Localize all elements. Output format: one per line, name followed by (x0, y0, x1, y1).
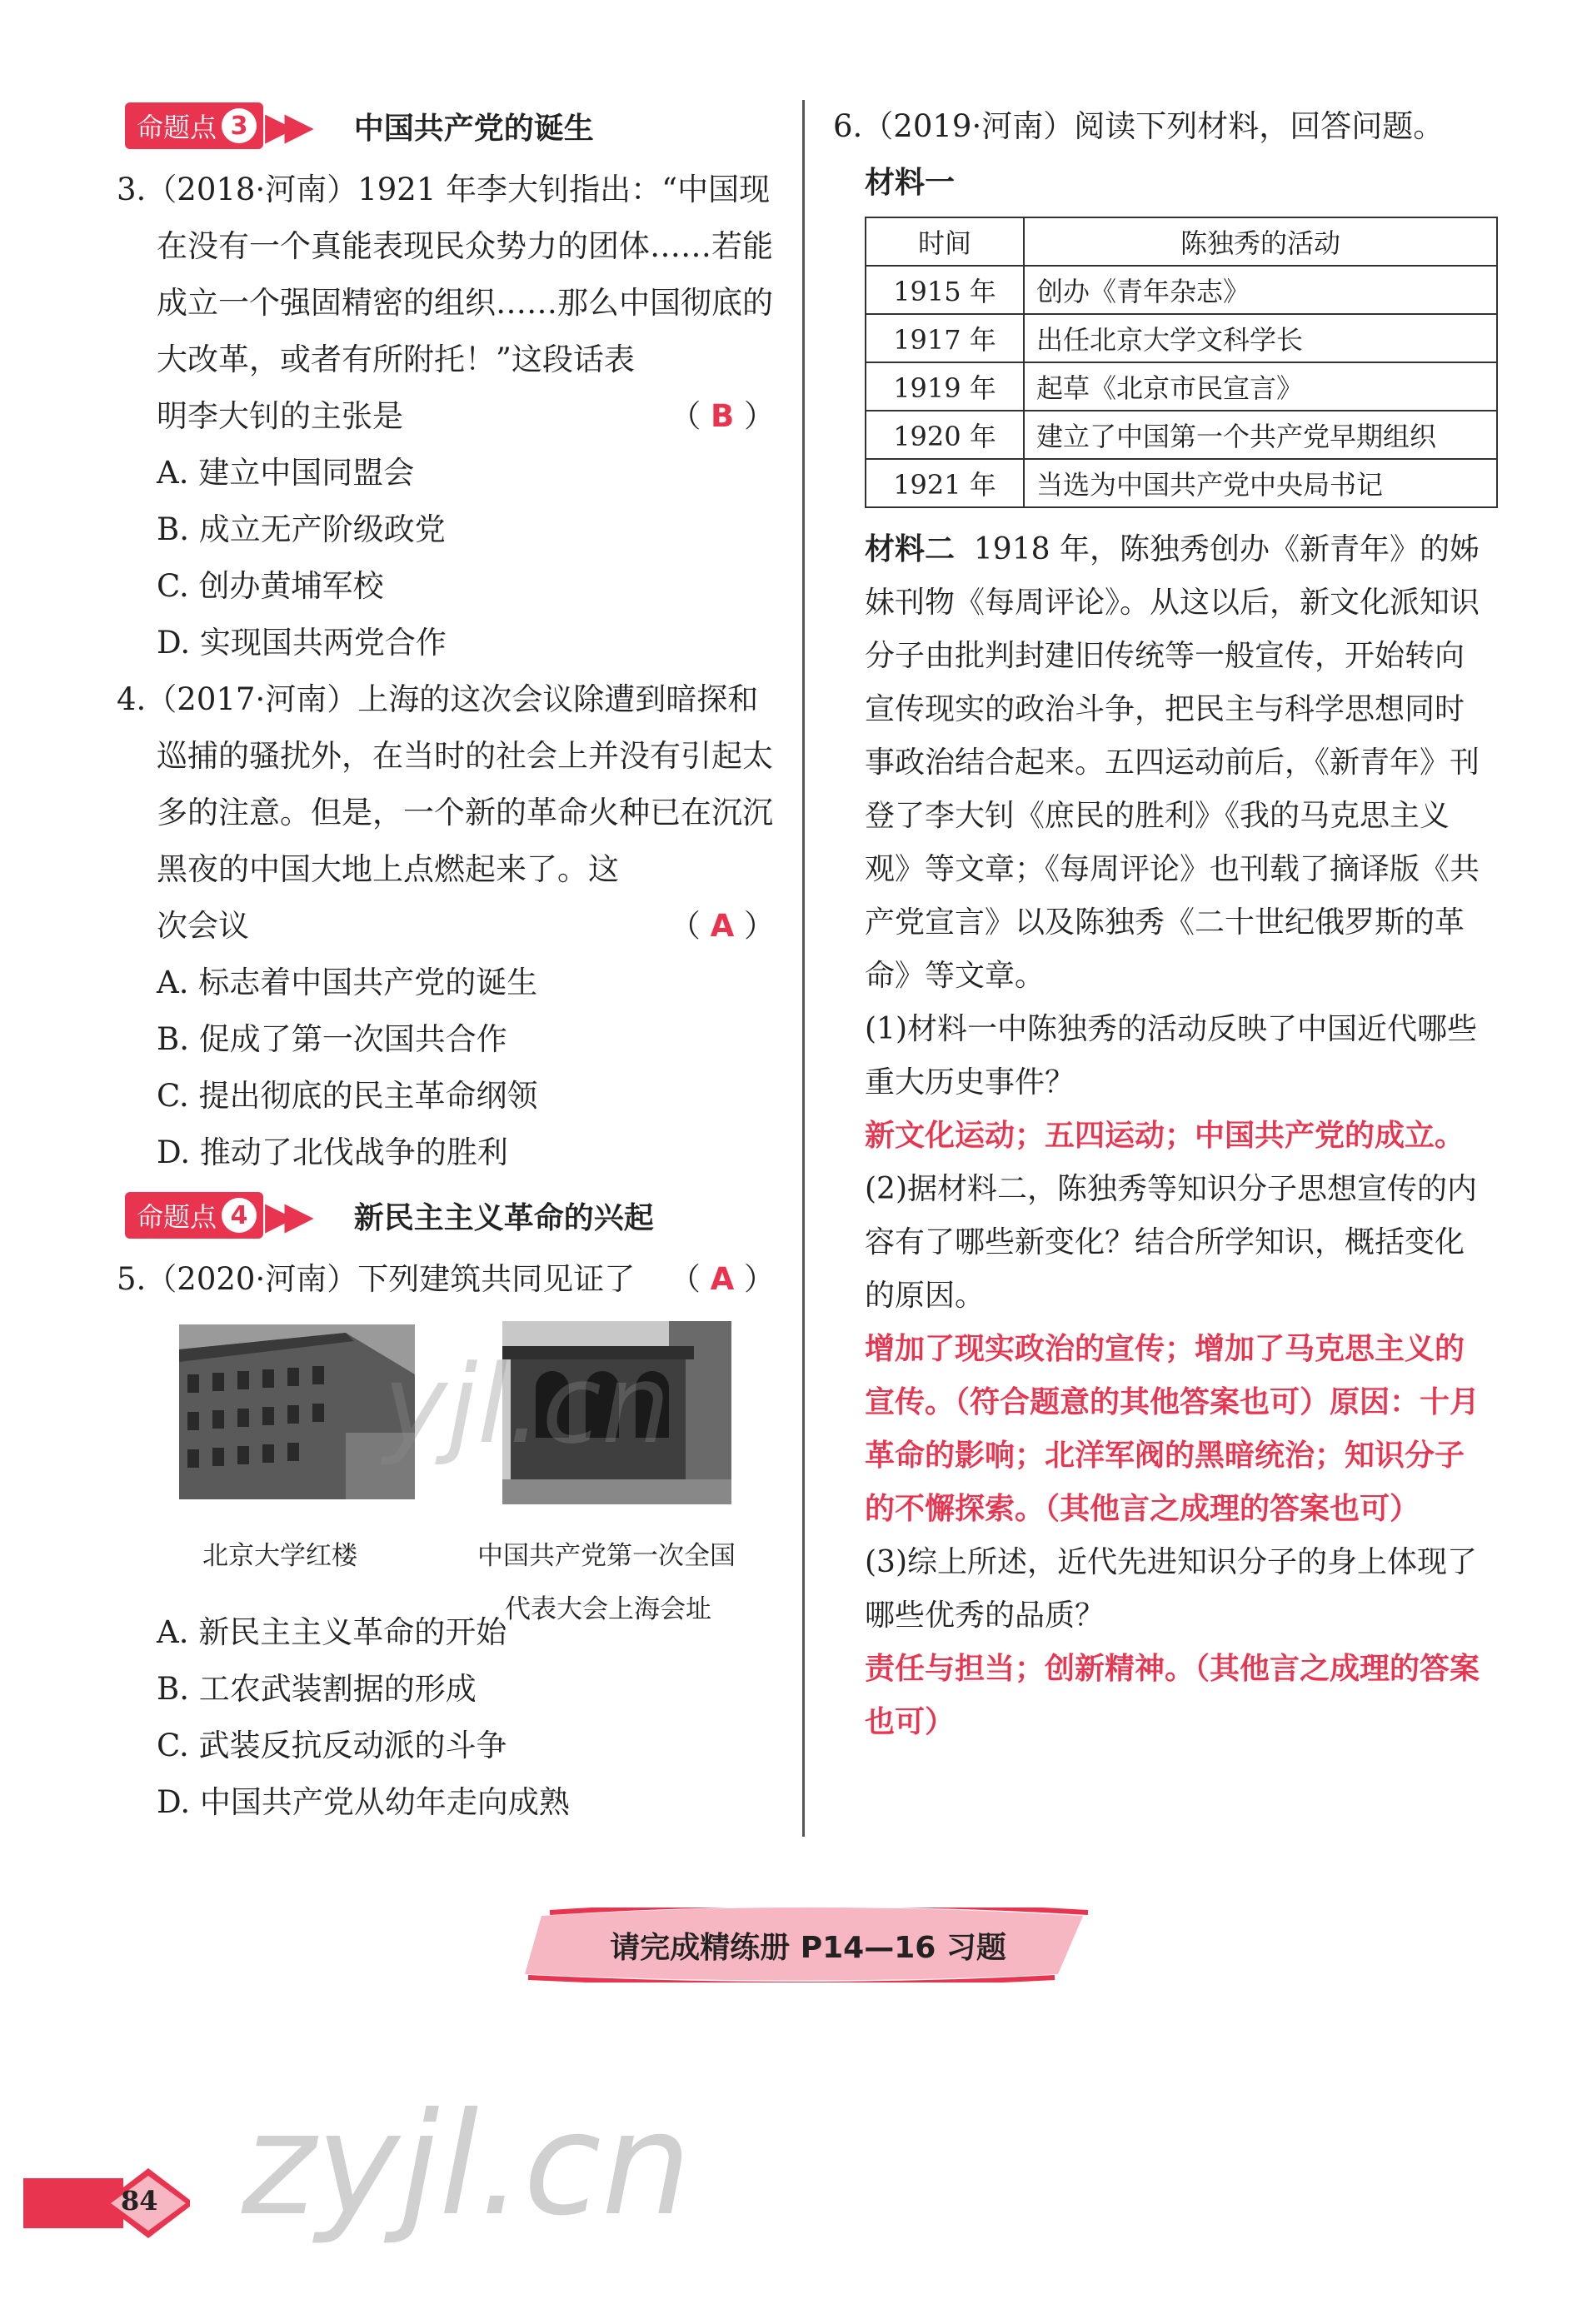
photo-caption: 中国共产党第一次全国 (477, 1541, 736, 1571)
question-4 (117, 671, 783, 1181)
question-text: 4.（2017·河南）上海的这次会议除遭到暗探和巡捕的骚扰外，在当时的社会上并没有引起太多的注意。但是，一个新的革命火种已在沉沉黑夜的中国大地上点燃起来了。这 (117, 681, 773, 887)
answer-bracket: （ B ） (670, 398, 775, 434)
answer-bracket: （ A ） (669, 908, 775, 944)
section-tag-3 (125, 100, 783, 152)
right-column (833, 98, 1491, 1749)
table-row: 1921 年 当选为中国共产党中央局书记 (866, 459, 1497, 507)
option: B. 工农武装割据的形成 (157, 1671, 477, 1707)
page-number-badge (23, 2162, 190, 2245)
section-title: 中国共产党的诞生 (353, 111, 594, 146)
option: C. 武装反抗反动派的斗争 (157, 1728, 507, 1763)
section-badge: 命题点 4 (125, 1192, 263, 1239)
sub-answer-1: 新文化运动；五四运动；中国共产党的成立。 (865, 1119, 1465, 1153)
answer-line: 次会议 （ A ） (117, 898, 783, 955)
table-row: 1915 年 创办《青年杂志》 (866, 266, 1497, 314)
section-number: 3 (222, 108, 257, 143)
table-header: 陈独秀的活动 (1024, 217, 1497, 266)
table-header-row (866, 217, 1497, 266)
option: D. 推动了北伐战争的胜利 (157, 1135, 508, 1170)
answer-bracket: （ A ） (669, 1261, 775, 1297)
page-number: 84 (121, 2185, 158, 2217)
answer-line: 明李大钊的主张是 （ B ） (117, 388, 783, 445)
option: B. 促成了第一次国共合作 (157, 1021, 507, 1057)
material-2-label: 材料二 (865, 532, 956, 566)
double-arrow-icon: ▶▶ (265, 1193, 304, 1238)
answer: B (711, 398, 735, 434)
banner-text: 请完成精练册 P14—16 习题 (610, 1930, 1006, 1965)
sub-question-1: (1)材料一中陈独秀的活动反映了中国近代哪些重大历史事件？ (865, 1012, 1477, 1100)
table-row: 1920 年 建立了中国第一个共产党早期组织 (866, 411, 1497, 459)
option: B. 成立无产阶级政党 (157, 511, 446, 547)
option: C. 创办黄埔军校 (157, 568, 384, 604)
question-5 (117, 1251, 783, 1831)
option: A. 建立中国同盟会 (157, 455, 415, 491)
photo-caption: 北京大学红楼 (202, 1541, 357, 1571)
section-title: 新民主主义革命的兴起 (353, 1200, 654, 1235)
section-badge: 命题点 3 (125, 102, 263, 149)
sub-question-3: (3)综上所述，近代先进知识分子的身上体现了哪些优秀的品质？ (865, 1545, 1477, 1633)
sub-answer-2: 增加了现实政治的宣传；增加了马克思主义的宣传。（符合题意的其他答案也可）原因：十月革命的影响；北洋军阀的黑暗统治；知识分子的不懈探索。（其他言之成理的答案也可） (865, 1332, 1480, 1526)
column-divider (802, 100, 805, 1837)
table-row: 1917 年 出任北京大学文科学长 (866, 314, 1497, 362)
material-1-label: 材料一 (865, 166, 956, 200)
section-number: 4 (222, 1198, 257, 1233)
watermark-small: yjl.cn (383, 1341, 671, 1468)
question-text: 3.（2018·河南）1921 年李大钊指出：“中国现在没有一个真能表现民众势力的团体……若能成立一个强固精密的组织……那么中国彻底的大改革，或者有所附托！”这段话表 (117, 172, 773, 377)
option: A. 标志着中国共产党的诞生 (157, 965, 538, 1000)
chen-duxiu-activity-table (865, 217, 1498, 508)
answer: A (710, 908, 735, 944)
table-row: 1919 年 起草《北京市民宣言》 (866, 362, 1497, 411)
question-6-title: 6.（2019·河南）阅读下列材料，回答问题。 (833, 108, 1445, 144)
watermark: zyjl.cn (242, 2082, 691, 2247)
option: D. 实现国共两党合作 (157, 625, 447, 661)
option: D. 中国共产党从幼年走向成熟 (157, 1784, 570, 1820)
option: C. 提出彻底的民主革命纲领 (157, 1078, 538, 1114)
question-text: 5.（2020·河南）下列建筑共同见证了 (117, 1261, 636, 1297)
practice-banner (525, 1908, 1091, 1982)
question-3 (117, 162, 783, 671)
answer-line (117, 1251, 783, 1308)
section-tag-4 (125, 1189, 783, 1241)
peking-university-red-building-photo (179, 1324, 415, 1499)
sub-question-2: (2)据材料二，陈独秀等知识分子思想宣传的内容有了哪些新变化？结合所学知识，概括变化的原因。 (865, 1172, 1477, 1313)
answer: A (710, 1261, 735, 1297)
sub-answer-3: 责任与担当；创新精神。（其他言之成理的答案也可） (865, 1652, 1480, 1739)
photo-caption: 代表大会上海会址 (505, 1594, 711, 1624)
table-header: 时间 (866, 217, 1024, 266)
double-arrow-icon: ▶▶ (265, 103, 304, 148)
material-2 (833, 523, 1491, 1003)
option: A. 新民主主义革命的开始 (157, 1614, 507, 1650)
left-column (117, 92, 783, 1831)
material-2-text: 1918 年，陈独秀创办《新青年》的姊妹刊物《每周评论》。从这以后，新文化派知识分子由批判封建旧传统等一般宣传，开始转向宣传现实的政治斗争，把民主与科学思想同时事政治结合起来。五四运动前后，《新青年》刊登了李大钊《庶民的胜利》《我的马克思主义观》等文章；《每周评论》也刊载了摘译版《共产党宣言》以及陈独秀《二十世纪俄罗斯的革命》等文章。 (865, 532, 1480, 993)
